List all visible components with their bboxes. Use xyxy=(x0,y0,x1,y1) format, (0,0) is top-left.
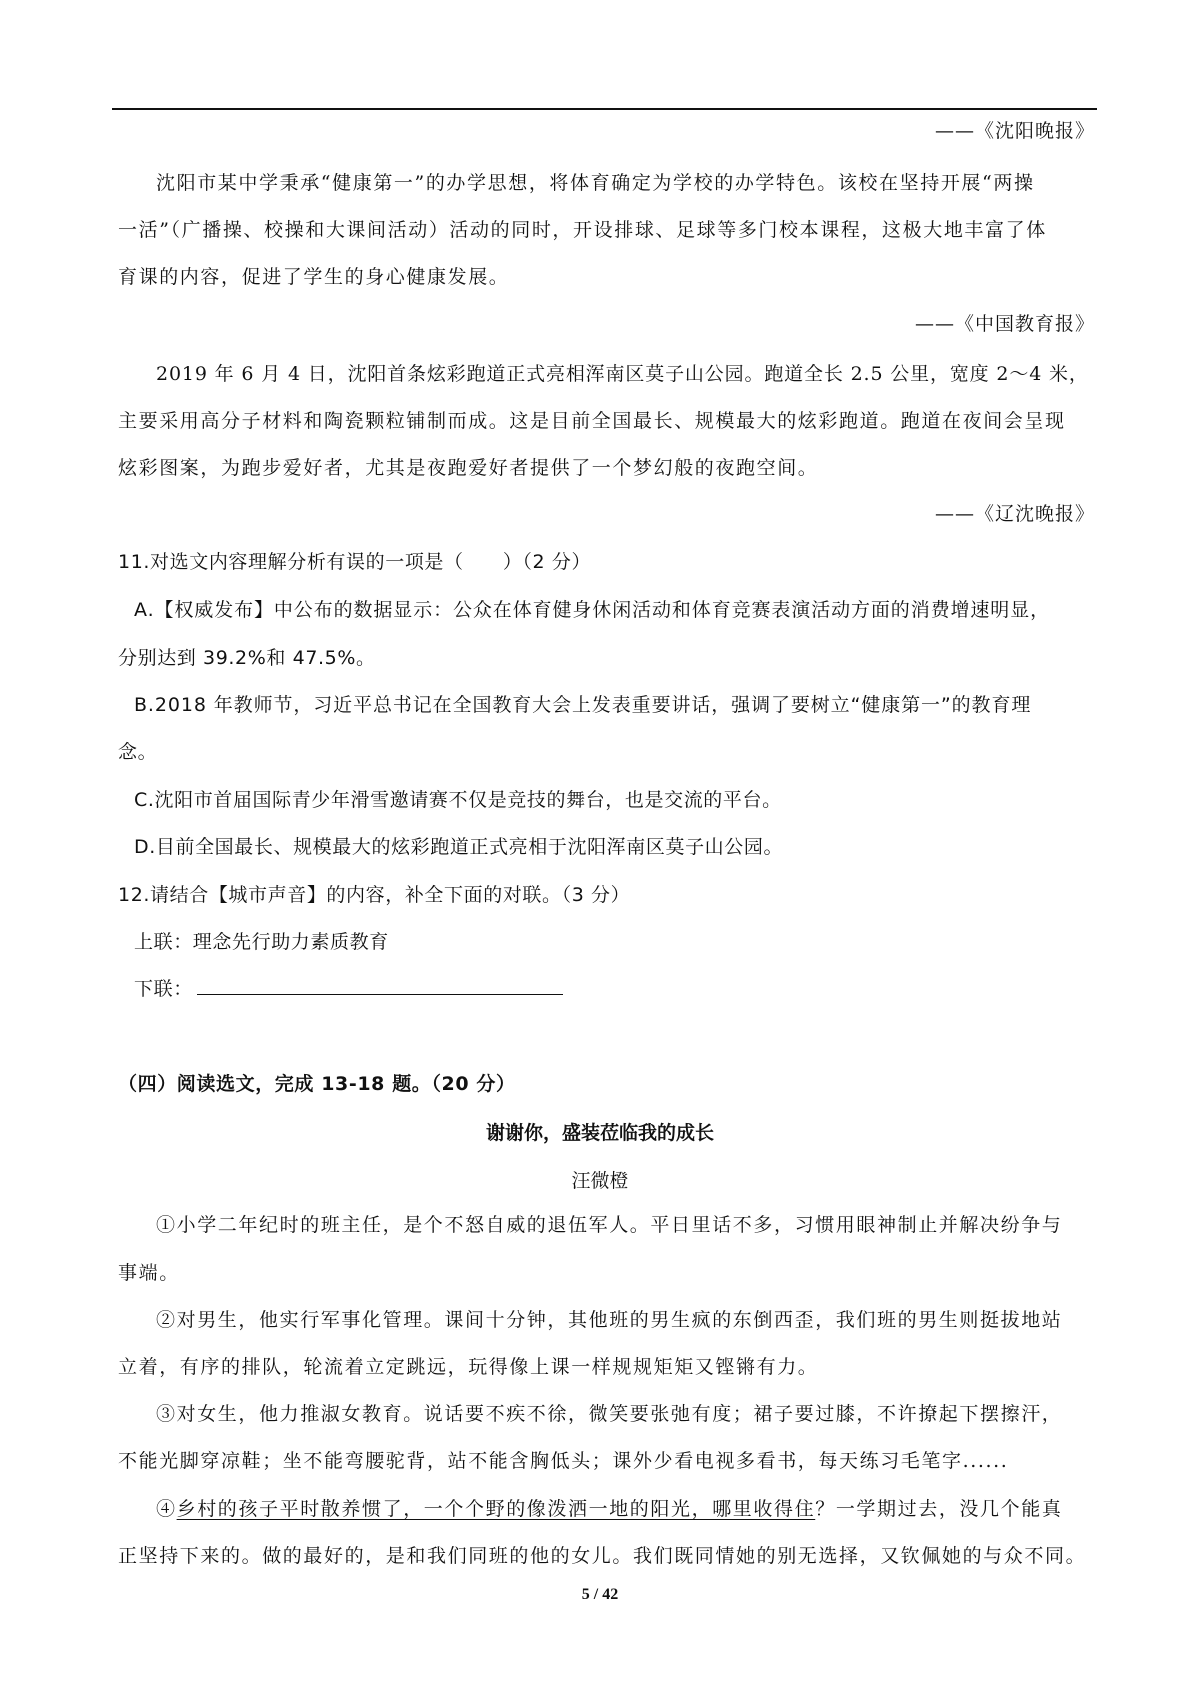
source-shenyang-evening-news: ——《沈阳晚报》 xyxy=(934,120,1095,142)
article-p4-line1 xyxy=(156,1496,1062,1522)
article-author: 汪微橙 xyxy=(571,1170,629,1192)
header-rule xyxy=(112,108,1097,110)
article-p4-line2: 正坚持下来的。做的最好的，是和我们同班的他的女儿。我们既同情她的别无选择，又钦佩她的与众不同。 xyxy=(118,1545,1087,1567)
article-p3-line1: ③对女生，他力推淑女教育。说话要不疾不徐，微笑要张弛有度；裙子要过膝，不许撩起下摆擦汗， xyxy=(156,1403,1063,1425)
section4-heading: （四）阅读选文，完成 13-18 题。（20 分） xyxy=(118,1073,516,1095)
page-number: 5 / 42 xyxy=(581,1586,619,1603)
para2-line3: 炫彩图案，为跑步爱好者，尤其是夜跑爱好者提供了一个梦幻般的夜跑空间。 xyxy=(118,457,819,479)
q12-lower-label: 下联： xyxy=(134,978,193,1000)
article-p4-rest: ？一学期过去，没几个能真 xyxy=(815,1498,1063,1520)
article-p4-underlined-sentence: 乡村的孩子平时散养惯了，一个个野的像泼洒一地的阳光，哪里收得住 xyxy=(176,1498,816,1520)
q11-option-a-line1: A.【权威发布】中公布的数据显示：公众在体育健身休闲活动和体育竞赛表演活动方面的消费增速明显， xyxy=(134,599,1051,621)
source-china-education-daily: ——《中国教育报》 xyxy=(914,313,1095,335)
q12-stem: 12.请结合【城市声音】的内容，补全下面的对联。（3 分） xyxy=(118,884,631,906)
q12-lower-couplet xyxy=(134,976,563,1002)
para1-line1: 沈阳市某中学秉承“健康第一”的办学思想，将体育确定为学校的办学特色。该校在坚持开展“两操 xyxy=(156,172,1035,194)
para1-line2: 一活”（广播操、校操和大课间活动）活动的同时，开设排球、足球等多门校本课程，这极大地丰富了体 xyxy=(118,219,1047,241)
q11-option-a-line2: 分别达到 39.2%和 47.5%。 xyxy=(118,647,376,669)
para2-line1: 2019 年 6 月 4 日，沈阳首条炫彩跑道正式亮相浑南区莫子山公园。跑道全长 2.5 公里，宽度 2～4 米， xyxy=(156,363,1089,385)
article-p1-line2: 事端。 xyxy=(118,1262,180,1284)
article-p2-line2: 立着，有序的排队，轮流着立定跳远，玩得像上课一样规规矩矩又铿锵有力。 xyxy=(118,1356,819,1378)
article-title: 谢谢你，盛装莅临我的成长 xyxy=(485,1122,714,1144)
q11-stem: 11.对选文内容理解分析有误的一项是（ ）（2 分） xyxy=(118,551,592,573)
para1-line3: 育课的内容，促进了学生的身心健康发展。 xyxy=(118,266,510,288)
q12-upper-couplet: 上联：理念先行助力素质教育 xyxy=(134,931,389,953)
para2-line2: 主要采用高分子材料和陶瓷颗粒铺制而成。这是目前全国最长、规模最大的炫彩跑道。跑道在夜间会呈现 xyxy=(118,410,1066,432)
article-p1-line1: ①小学二年纪时的班主任，是个不怒自威的退伍军人。平日里话不多，习惯用眼神制止并解决纷争与 xyxy=(156,1214,1063,1236)
q11-option-d: D.目前全国最长、规模最大的炫彩跑道正式亮相于沈阳浑南区莫子山公园。 xyxy=(134,836,784,858)
article-p3-line2: 不能光脚穿凉鞋；坐不能弯腰驼背，站不能含胸低头；课外少看电视多看书，每天练习毛笔字...... xyxy=(118,1450,1009,1472)
q11-option-b-line1: B.2018 年教师节，习近平总书记在全国教育大会上发表重要讲话，强调了要树立“健康第一”的教育理 xyxy=(134,694,1032,716)
article-p2-line1: ②对男生，他实行军事化管理。课间十分钟，其他班的男生疯的东倒西歪，我们班的男生则挺拔地站 xyxy=(156,1309,1063,1331)
article-p4-number: ④ xyxy=(156,1498,177,1520)
answer-blank[interactable] xyxy=(197,976,563,995)
source-liaoshen-evening-news: ——《辽沈晚报》 xyxy=(934,503,1095,525)
q11-option-b-line2: 念。 xyxy=(118,741,158,763)
q11-option-c: C.沈阳市首届国际青少年滑雪邀请赛不仅是竞技的舞台，也是交流的平台。 xyxy=(134,789,782,811)
